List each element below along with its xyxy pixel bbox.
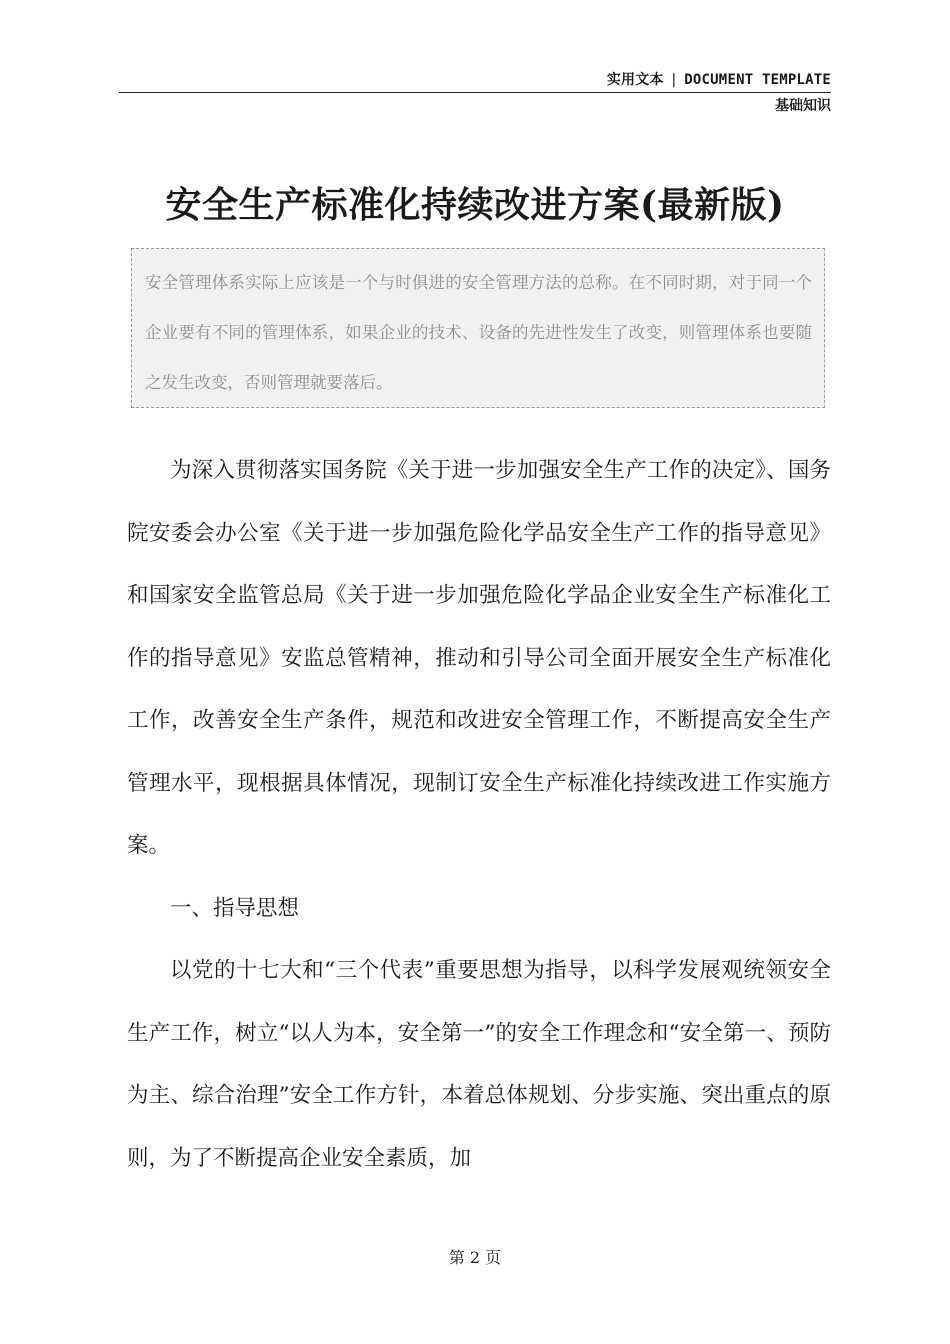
header-subcategory: 基础知识 (775, 98, 831, 114)
document-body (127, 440, 831, 1190)
section-heading-guiding-ideology: 一、指导思想 (170, 895, 300, 921)
body-paragraph-intro: 为深入贯彻落实国务院《关于进一步加强安全生产工作的决定》、国务院安委会办公室《关于进一步加强危险化学品安全生产工作的指导意见》和国家安全监管总局《关于进一步加强危险化学品企业安全生产标准化工作的指导意见》安监总管精神，推动和引导公司全面开展安全生产标准化工作，改善安全生产条件，规范和改进安全管理工作，不断提高安全生产管理水平，现根据具体情况，现制订安全生产标准化持续改进工作实施方案。 (127, 458, 831, 858)
header-divider (119, 92, 831, 93)
abstract-box (131, 248, 825, 408)
page-number: 第 2 页 (448, 1248, 502, 1267)
body-paragraph-guiding-ideology: 以党的十七大和“三个代表”重要思想为指导，以科学发展观统领安全生产工作，树立“以人为本，安全第一”的安全工作理念和“安全第一、预防为主、综合治理”安全工作方针，本着总体规划、分步实施、突出重点的原则，为了不断提高企业安全素质，加 (127, 958, 831, 1171)
header-separator: | (669, 72, 679, 88)
header-category-line (607, 70, 831, 90)
document-title: 安全生产标准化持续改进方案(最新版) (165, 184, 785, 226)
page-header (607, 70, 831, 90)
abstract-text: 安全管理体系实际上应该是一个与时俱进的安全管理方法的总称。在不同时期，对于同一个企业要有不同的管理体系，如果企业的技术、设备的先进性发生了改变，则管理体系也要随之发生改变，否则管理就要落后。 (145, 273, 812, 392)
header-category: 实用文本 (606, 72, 664, 88)
header-template-label: DOCUMENT TEMPLATE (684, 72, 831, 88)
